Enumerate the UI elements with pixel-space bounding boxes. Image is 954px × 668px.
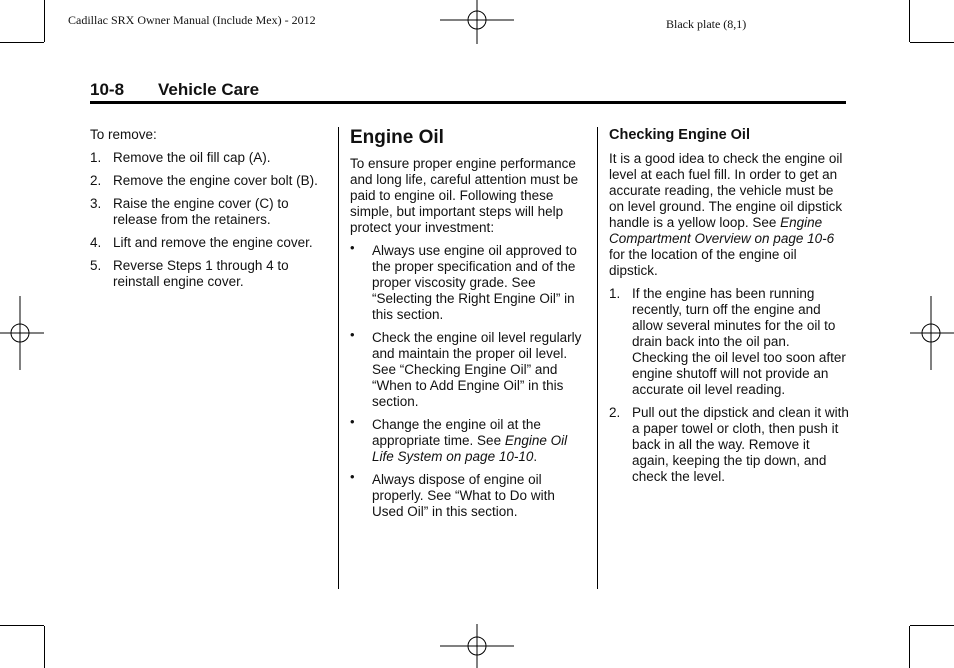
bullet-icon: • [350, 414, 355, 429]
intro-text: It is a good idea to check the engine oil level at each fuel fill. In order to get an accurate reading, the vehicle must be on level ground. The engine oil dipstick handle is a yellow loop. See Engine Compartment Overview on page 10-6 for the location of the engine oil dipstick. [609, 151, 843, 278]
section-title: Vehicle Care [158, 80, 260, 99]
crop-mark [0, 625, 44, 626]
engine-oil-bullets [350, 240, 586, 520]
list-item: 4. Lift and remove the engine cover. [90, 235, 313, 250]
plate-info: Black plate (8,1) [666, 17, 747, 31]
column-engine-oil [350, 127, 586, 527]
list-item: • Always use engine oil approved to the proper specification and of the proper viscosity grade. See “Selecting the Right Engine Oil” in this section. [350, 240, 577, 322]
registration-mark-icon [910, 296, 954, 370]
page-number: 10-8 [90, 80, 125, 99]
registration-mark-icon [440, 0, 514, 44]
crop-mark [910, 625, 954, 626]
crop-mark [909, 626, 910, 668]
crop-mark [0, 42, 44, 43]
list-item: 3. Raise the engine cover (C) to release from the retainers. [90, 196, 289, 227]
checking-oil-heading: Checking Engine Oil [609, 127, 750, 143]
column-checking-oil [609, 127, 849, 492]
bullet-icon: • [350, 240, 355, 255]
engine-oil-heading: Engine Oil [350, 127, 444, 148]
list-item: • Always dispose of engine oil properly. See “What to Do with Used Oil” in this section. [350, 469, 555, 519]
list-item: 5. Reverse Steps 1 through 4 to reinstall engine cover. [90, 258, 289, 289]
registration-mark-icon [440, 624, 514, 668]
column-divider [597, 127, 598, 589]
cross-reference-link[interactable]: Engine Oil Life System on page 10-10 [372, 433, 568, 464]
checking-steps [609, 286, 849, 485]
bullet-icon: • [350, 469, 355, 484]
bullet-icon: • [350, 327, 355, 342]
crop-mark [44, 626, 45, 668]
cross-reference-link[interactable]: Engine Compartment Overview on page 10-6 [609, 215, 835, 246]
list-item: • Check the engine oil level regularly and maintain the proper oil level. See “Checking Engine Oil” and “When to Add Engine Oil” in this section. [350, 327, 582, 409]
intro-text: To ensure proper engine performance and long life, careful attention must be paid to engine oil. Following these simple, but important steps will help protect your investment: [350, 156, 579, 235]
crop-mark [44, 0, 45, 42]
section-header [90, 80, 846, 100]
list-item: 2. Remove the engine cover bolt (B). [90, 173, 318, 188]
column-divider [338, 127, 339, 589]
plate-title: Cadillac SRX Owner Manual (Include Mex) - 2012 [68, 13, 316, 27]
crop-mark [909, 0, 910, 42]
list-item: 1. Remove the oil fill cap (A). [90, 150, 271, 165]
crop-mark [910, 42, 954, 43]
registration-mark-icon [0, 296, 44, 370]
list-item: 2. Pull out the dipstick and clean it with a paper towel or cloth, then push it back in all the way. Remove it again, keeping the tip down, and check the level. [609, 405, 849, 484]
column-remove-cover [90, 127, 320, 297]
list-item: • Change the engine oil at the appropriate time. See Engine Oil Life System on page 10-10. [350, 414, 568, 464]
intro-text: To remove: [90, 127, 157, 142]
list-item: 1. If the engine has been running recently, turn off the engine and allow several minutes for the oil to drain back into the oil pan. Checking the oil level too soon after engine shutoff will not provide an accurate oil level reading. [609, 286, 846, 397]
header-rule [90, 101, 846, 104]
removal-steps [90, 150, 320, 290]
